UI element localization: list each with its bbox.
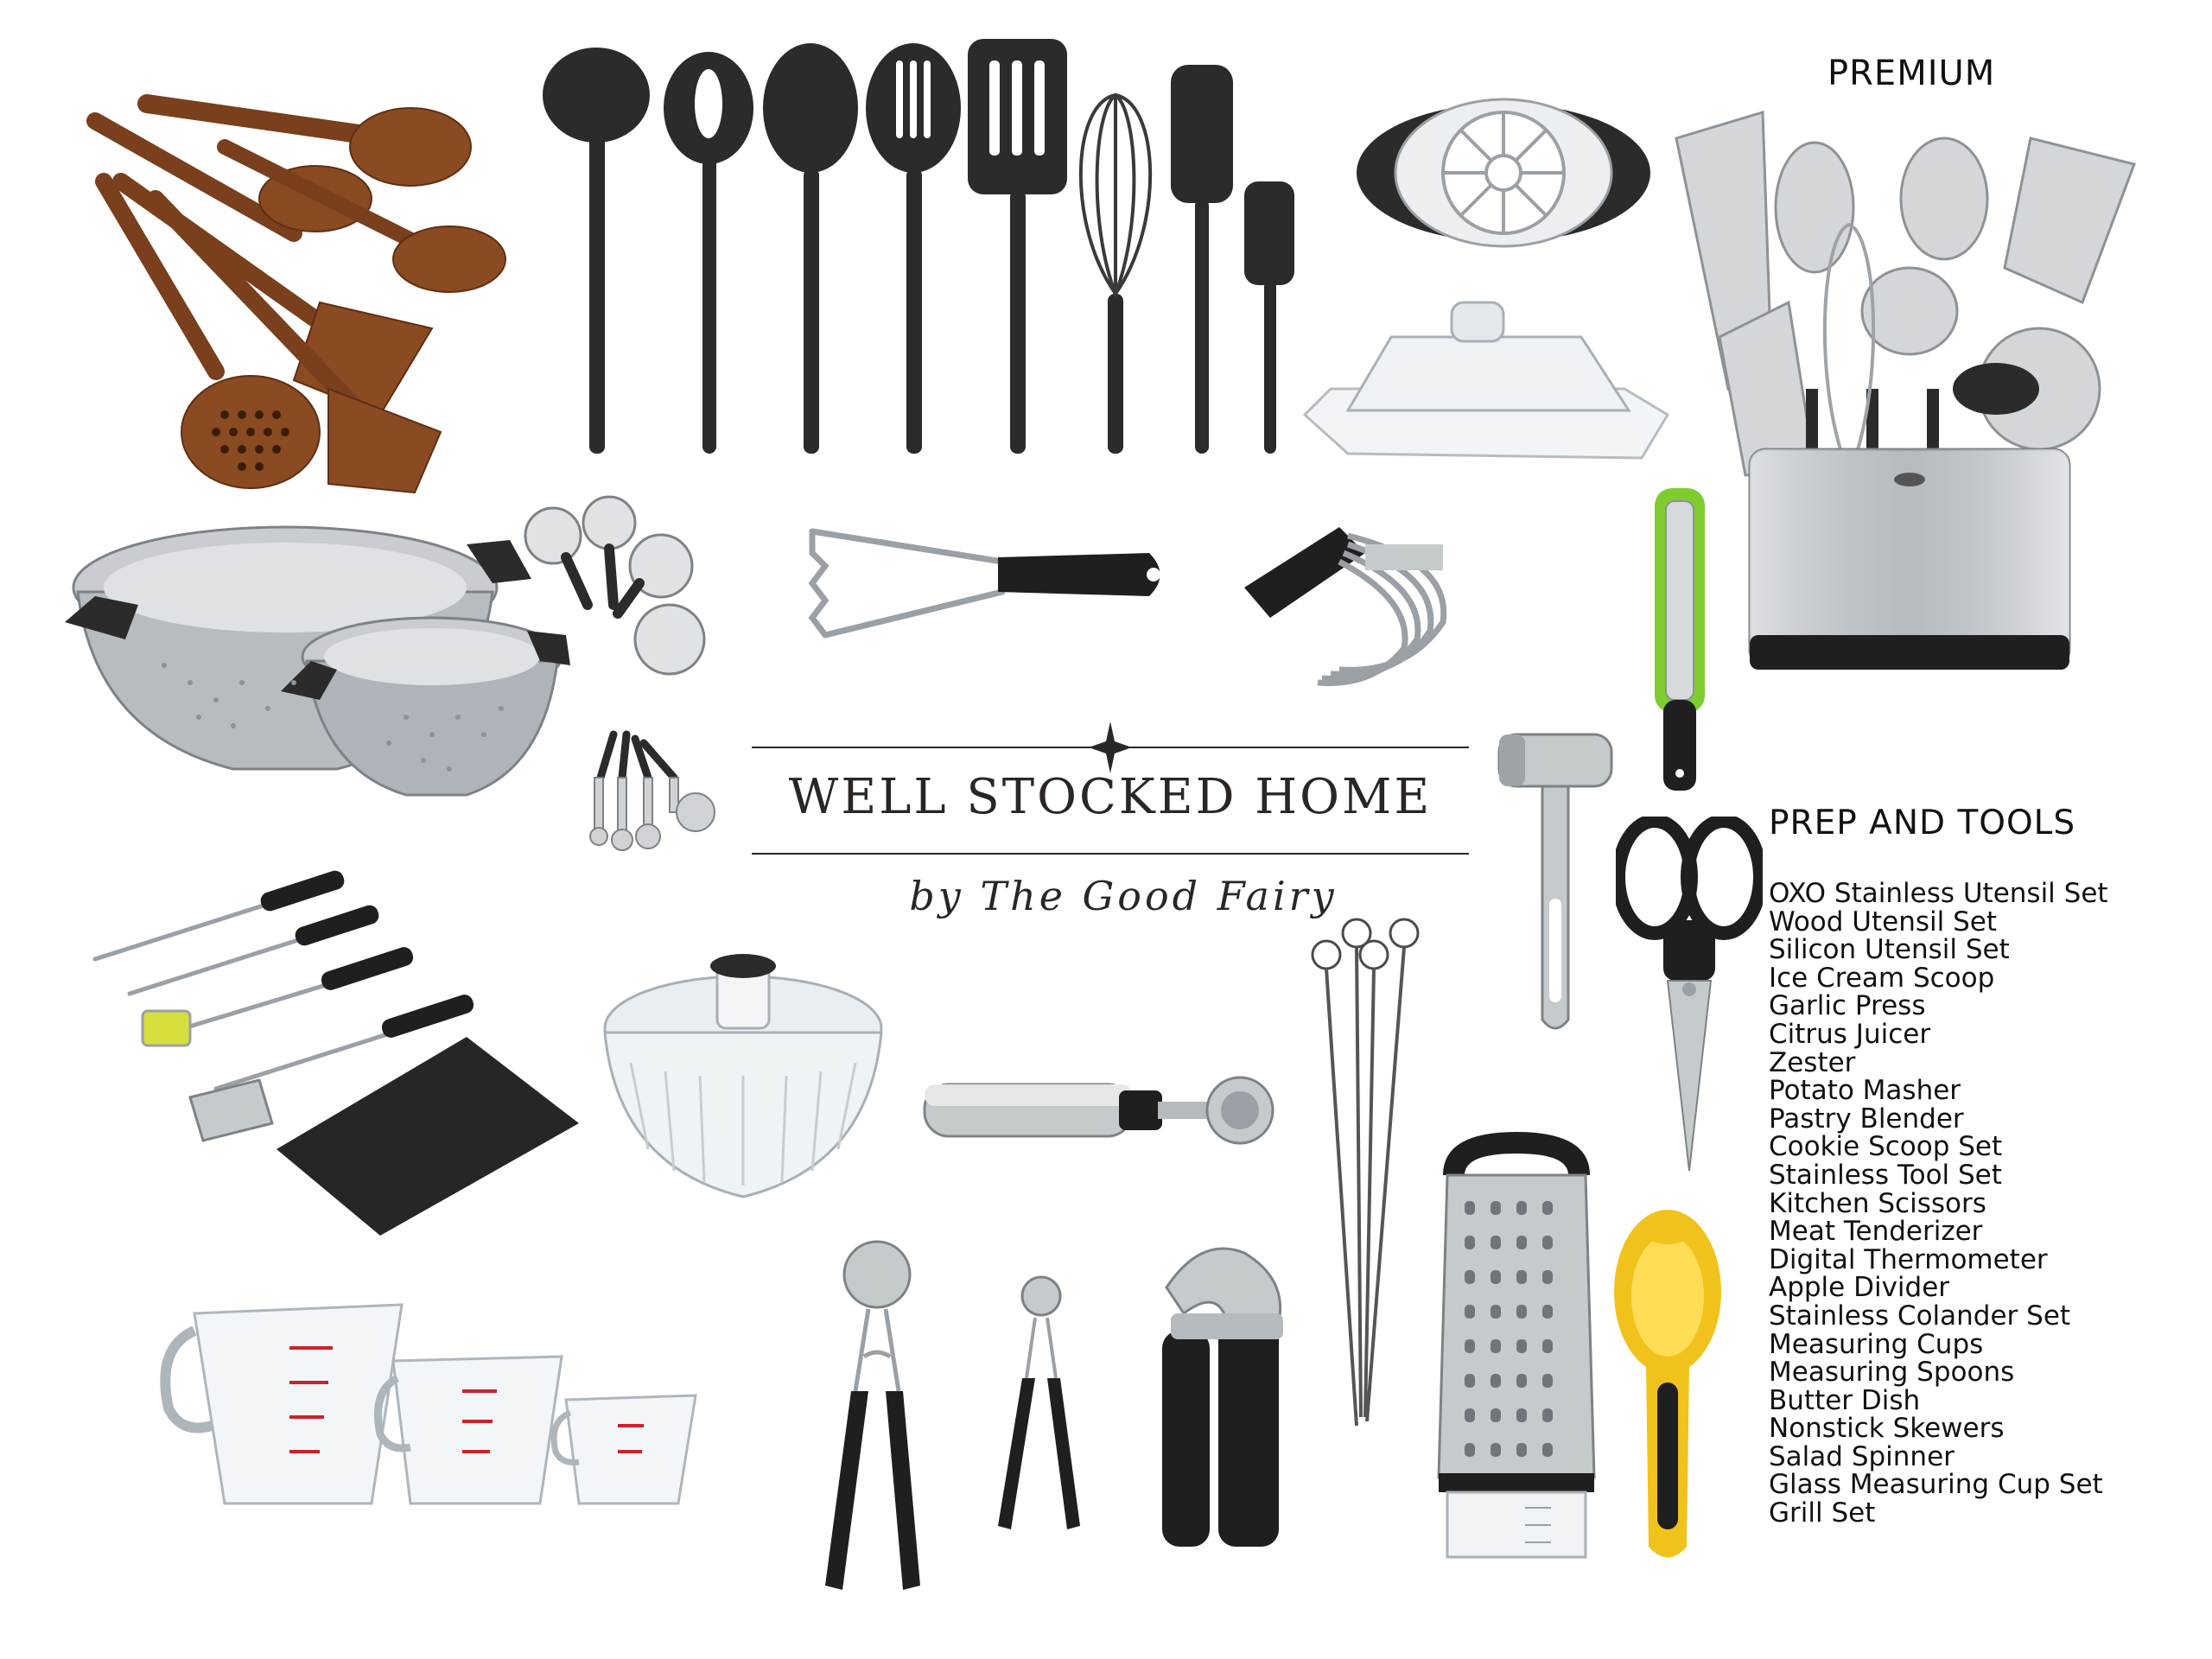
list-item: Pastry Blender [1769,1103,1964,1135]
sparkle-star-icon [1089,721,1132,773]
ice-cream-scoops-image [804,1236,1089,1599]
digital-thermometer-image [920,1071,1283,1149]
list-item: Butter Dish [1769,1384,1921,1416]
meat-tenderizer-image [1495,726,1616,1037]
skewers-image [1305,907,1426,1434]
list-item: Salad Spinner [1769,1440,1955,1472]
list-item: Citrus Juicer [1769,1018,1931,1050]
list-item: Wood Utensil Set [1769,906,1997,938]
list-item: Apple Divider [1769,1272,1950,1304]
list-item: Kitchen Scissors [1769,1187,1986,1219]
list-item: Cookie Scoop Set [1769,1131,2003,1163]
list-item: Stainless Colander Set [1769,1300,2071,1332]
list-item: Zester [1769,1046,1856,1078]
measuring-spoons-image [579,726,726,855]
grill-set-image [86,864,588,1244]
kitchen-scissors-image [1616,817,1763,1179]
premium-label: PREMIUM [1827,54,1996,93]
list-item: Garlic Press [1769,990,1926,1022]
list-item: Nonstick Skewers [1769,1413,2005,1445]
apple-divider-image [1348,86,1659,259]
list-item: Ice Cream Scoop [1769,962,1995,994]
wood-utensil-set-image [69,69,518,501]
garlic-press-image [1149,1236,1296,1555]
prep-tools-heading: PREP AND TOOLS [1769,804,2076,842]
colander-set-image [60,510,579,830]
silicone-utensil-set-image [536,35,1313,467]
list-item: Glass Measuring Cup Set [1769,1469,2103,1501]
brand-byline: by The Good Fairy [909,873,1338,919]
glass-measuring-cups-image [151,1296,713,1521]
list-item: Measuring Spoons [1769,1357,2015,1389]
list-item: Grill Set [1769,1497,1876,1529]
list-item: OXO Stainless Utensil Set [1769,878,2108,909]
measuring-cups-image [518,493,726,700]
prep-tools-list [1769,880,2108,1528]
box-grater-image [1430,1123,1603,1564]
list-item: Meat Tenderizer [1769,1216,1983,1248]
salad-spinner-image [596,950,890,1210]
list-item: Silicon Utensil Set [1769,934,2010,966]
list-item: Measuring Cups [1769,1328,1984,1360]
list-item: Stainless Tool Set [1769,1159,2002,1191]
list-item: Digital Thermometer [1769,1243,2048,1275]
potato-masher-image [804,518,1184,648]
list-item: Potato Masher [1769,1075,1961,1107]
zester-image [1650,484,1711,795]
brand-title: WELL STOCKED HOME [788,769,1433,825]
stainless-utensil-set-image [1668,104,2152,683]
butter-dish-image [1296,285,1676,484]
pastry-blender-image [1236,510,1460,691]
citrus-juicer-image [1607,1201,1728,1564]
